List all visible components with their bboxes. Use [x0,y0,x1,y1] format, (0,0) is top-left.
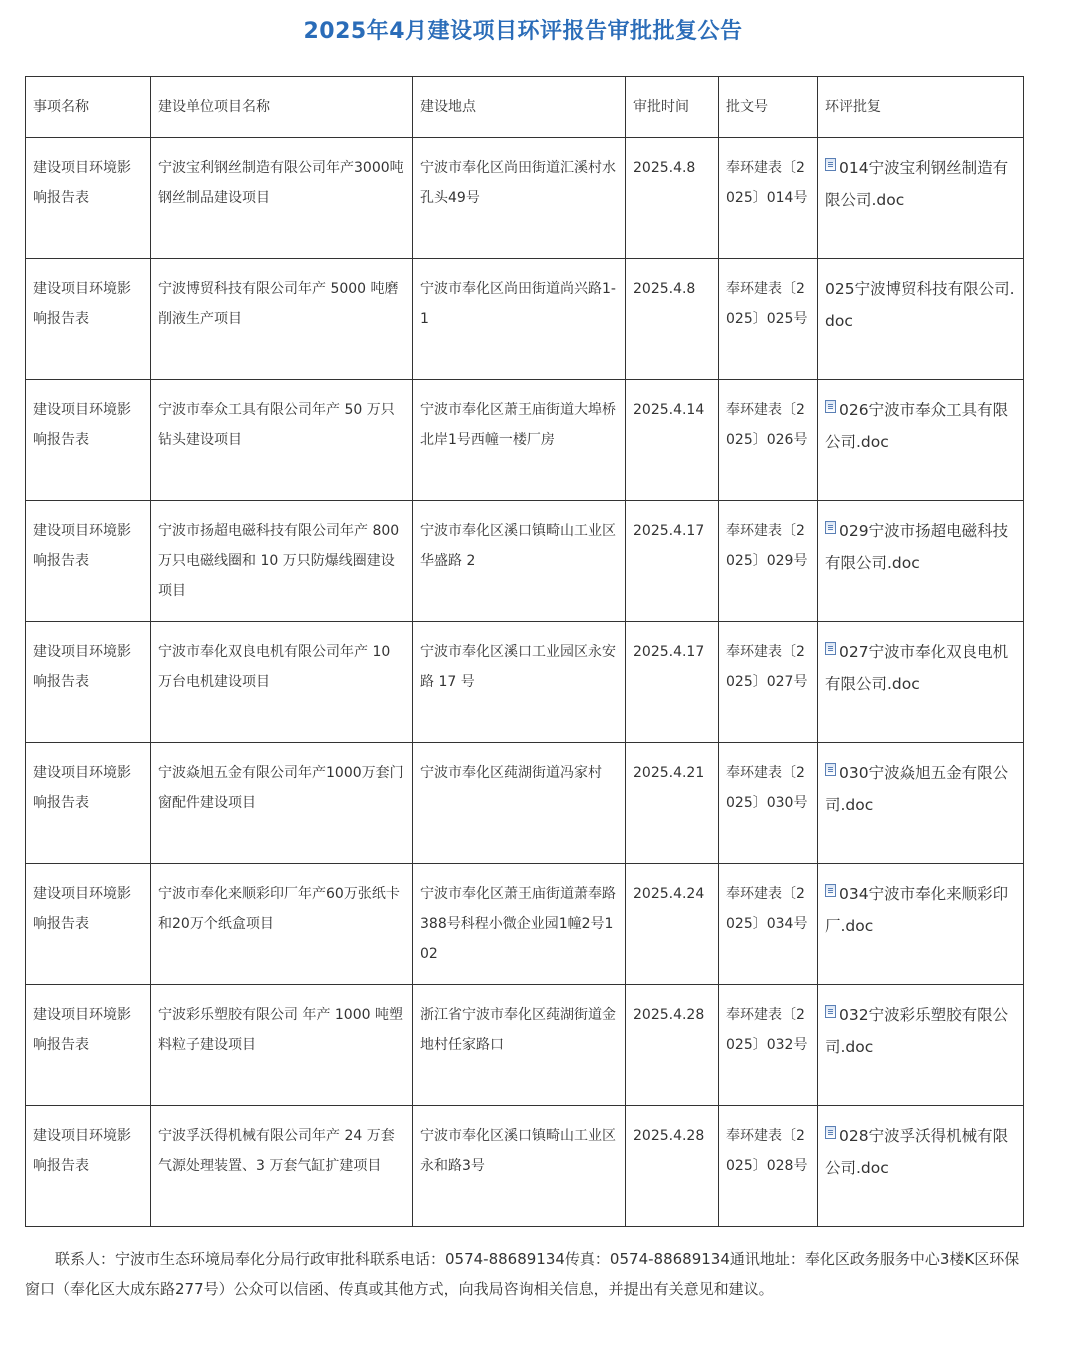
file-doc-icon [825,884,836,897]
approval-file-cell [818,380,1024,501]
item-type-cell: 建设项目环境影响报告表 [26,138,151,259]
project-name-cell: 宁波焱旭五金有限公司年产1000万套门窗配件建设项目 [151,743,413,864]
document-number-cell: 奉环建表〔2025〕032号 [719,985,818,1106]
project-name-cell: 宁波孚沃得机械有限公司年产 24 万套气源处理装置、3 万套气缸扩建项目 [151,1106,413,1227]
location-cell: 宁波市奉化区溪口镇畸山工业区华盛路 2 [413,501,626,622]
file-doc-icon [825,763,836,776]
location-cell: 宁波市奉化区溪口镇畸山工业区永和路3号 [413,1106,626,1227]
project-name-cell: 宁波彩乐塑胶有限公司 年产 1000 吨塑料粒子建设项目 [151,985,413,1106]
location-cell: 宁波市奉化区尚田街道尚兴路1-1 [413,259,626,380]
file-doc-icon [825,400,836,413]
header-approval-file: 环评批复 [818,77,1024,138]
approval-date-cell: 2025.4.28 [626,985,719,1106]
table-row [26,138,1024,259]
document-number-cell: 奉环建表〔2025〕029号 [719,501,818,622]
approval-table [25,76,1024,1227]
approval-file-link[interactable]: 027宁波市奉化双良电机有限公司.doc [825,643,1009,693]
header-location: 建设地点 [413,77,626,138]
table-header-row [26,77,1024,138]
item-type-cell: 建设项目环境影响报告表 [26,864,151,985]
document-number-cell: 奉环建表〔2025〕034号 [719,864,818,985]
table-row [26,1106,1024,1227]
item-type-cell: 建设项目环境影响报告表 [26,1106,151,1227]
table-row [26,985,1024,1106]
document-number-cell: 奉环建表〔2025〕014号 [719,138,818,259]
approval-file-cell [818,743,1024,864]
header-item-type: 事项名称 [26,77,151,138]
location-cell: 宁波市奉化区萧王庙街道萧奉路388号科程小微企业园1幢2号102 [413,864,626,985]
approval-file-cell [818,138,1024,259]
approval-date-cell: 2025.4.8 [626,259,719,380]
table-row [26,743,1024,864]
document-number-cell: 奉环建表〔2025〕030号 [719,743,818,864]
approval-file-link[interactable]: 025宁波博贸科技有限公司.doc [825,280,1015,330]
header-doc-no: 批文号 [719,77,818,138]
file-doc-icon [825,1005,836,1018]
approval-date-cell: 2025.4.21 [626,743,719,864]
item-type-cell: 建设项目环境影响报告表 [26,622,151,743]
document-number-cell: 奉环建表〔2025〕025号 [719,259,818,380]
table-row [26,501,1024,622]
page-title: 2025年4月建设项目环评报告审批批复公告 [303,19,743,44]
approval-file-cell [818,259,1024,380]
location-cell: 宁波市奉化区萧王庙街道大埠桥北岸1号西幢一楼厂房 [413,380,626,501]
document-number-cell: 奉环建表〔2025〕028号 [719,1106,818,1227]
table-row [26,622,1024,743]
approval-file-cell [818,864,1024,985]
header-project: 建设单位项目名称 [151,77,413,138]
project-name-cell: 宁波宝利钢丝制造有限公司年产3000吨钢丝制品建设项目 [151,138,413,259]
approval-file-link[interactable]: 032宁波彩乐塑胶有限公司.doc [825,1006,1009,1056]
approval-file-link[interactable]: 028宁波孚沃得机械有限公司.doc [825,1127,1009,1177]
file-doc-icon [825,521,836,534]
item-type-cell: 建设项目环境影响报告表 [26,501,151,622]
approval-file-link[interactable]: 030宁波焱旭五金有限公司.doc [825,764,1009,814]
approval-date-cell: 2025.4.14 [626,380,719,501]
item-type-cell: 建设项目环境影响报告表 [26,380,151,501]
approval-file-link[interactable]: 026宁波市奉众工具有限公司.doc [825,401,1009,451]
approval-date-cell: 2025.4.28 [626,1106,719,1227]
project-name-cell: 宁波市奉化双良电机有限公司年产 10 万台电机建设项目 [151,622,413,743]
project-name-cell: 宁波市奉众工具有限公司年产 50 万只钻头建设项目 [151,380,413,501]
approval-file-link[interactable]: 014宁波宝利钢丝制造有限公司.doc [825,159,1009,209]
approval-file-cell [818,985,1024,1106]
approval-date-cell: 2025.4.8 [626,138,719,259]
item-type-cell: 建设项目环境影响报告表 [26,743,151,864]
table-row [26,259,1024,380]
location-cell: 宁波市奉化区尚田街道汇溪村水孔头49号 [413,138,626,259]
document-number-cell: 奉环建表〔2025〕026号 [719,380,818,501]
item-type-cell: 建设项目环境影响报告表 [26,259,151,380]
location-cell: 宁波市奉化区溪口工业园区永安路 17 号 [413,622,626,743]
approval-date-cell: 2025.4.17 [626,622,719,743]
project-name-cell: 宁波市奉化来顺彩印厂年产60万张纸卡和20万个纸盒项目 [151,864,413,985]
table-row [26,380,1024,501]
item-type-cell: 建设项目环境影响报告表 [26,985,151,1106]
project-name-cell: 宁波博贸科技有限公司年产 5000 吨磨削液生产项目 [151,259,413,380]
location-cell: 宁波市奉化区莼湖街道冯家村 [413,743,626,864]
approval-file-cell [818,1106,1024,1227]
approval-date-cell: 2025.4.17 [626,501,719,622]
approval-file-link[interactable]: 034宁波市奉化来顺彩印厂.doc [825,885,1009,935]
approval-file-cell [818,501,1024,622]
document-number-cell: 奉环建表〔2025〕027号 [719,622,818,743]
table-row [26,864,1024,985]
file-doc-icon [825,642,836,655]
file-doc-icon [825,158,836,171]
approval-file-cell [818,622,1024,743]
header-date: 审批时间 [626,77,719,138]
location-cell: 浙江省宁波市奉化区莼湖街道金地村任家路口 [413,985,626,1106]
approval-file-link[interactable]: 029宁波市扬超电磁科技有限公司.doc [825,522,1009,572]
approval-date-cell: 2025.4.24 [626,864,719,985]
file-doc-icon [825,1126,836,1139]
project-name-cell: 宁波市扬超电磁科技有限公司年产 800 万只电磁线圈和 10 万只防爆线圈建设项目 [151,501,413,622]
contact-footer: 联系人：宁波市生态环境局奉化分局行政审批科联系电话：0574-88689134传真：0574-88689134通讯地址：奉化区政务服务中心3楼K区环保窗口（奉化区大成东路277号）公众可以信函、传真或其他方式，向我局咨询相关信息，并提出有关意见和建议。 [25,1250,1020,1298]
